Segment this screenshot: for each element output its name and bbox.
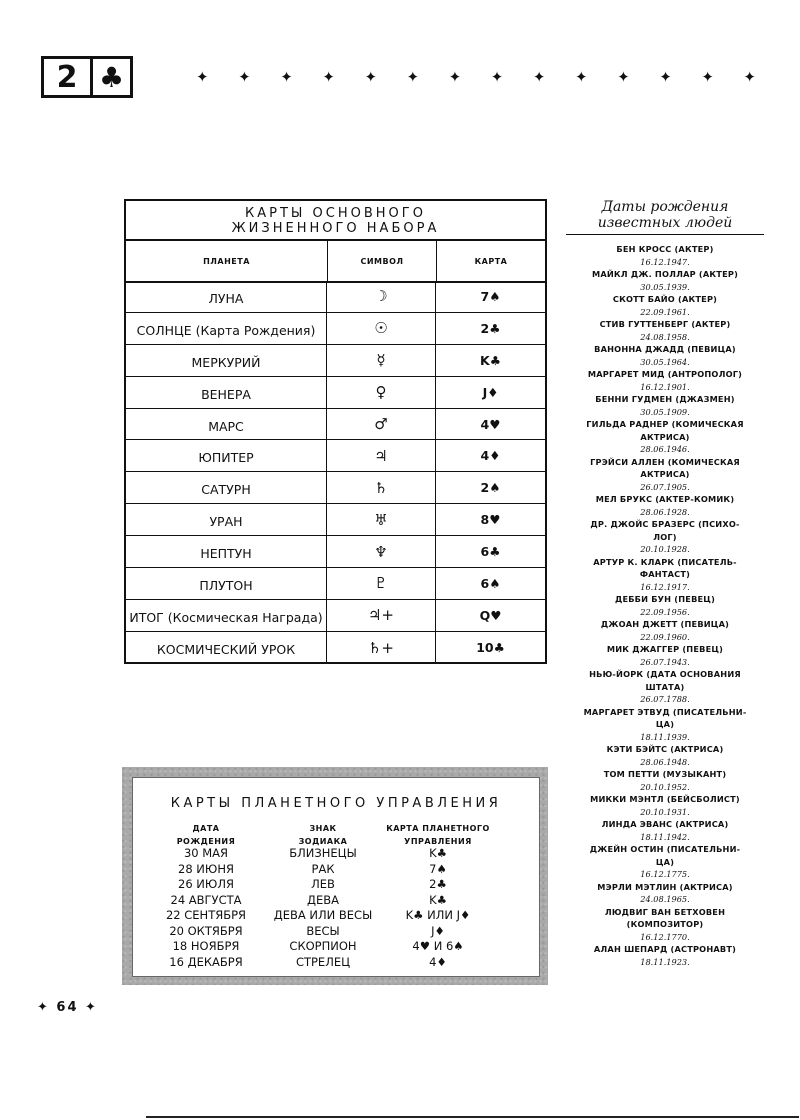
zodiac-sign-header xyxy=(268,822,378,848)
famous-birthdays-list xyxy=(562,243,768,968)
table-row xyxy=(133,862,539,878)
planet-name: КОСМИЧЕСКИЙ УРОК xyxy=(126,632,327,664)
person-name: КЭТИ БЭЙТС (АКТРИСА) xyxy=(606,744,724,754)
ruler-card: 2♣ xyxy=(429,877,447,891)
famous-birthdays-divider xyxy=(566,234,764,235)
planet-symbol-icon: ♄ xyxy=(327,472,436,503)
birth-date: 20.10.1931. xyxy=(640,806,690,817)
planet-name: САТУРН xyxy=(126,472,327,503)
birth-date: 20 ОКТЯБРЯ xyxy=(169,923,243,938)
ornament-row xyxy=(196,68,756,86)
planet-symbol-icon: ♃+ xyxy=(327,600,436,631)
table-row xyxy=(126,632,545,664)
planet-symbol-icon: ☿ xyxy=(327,345,436,376)
ruler-card: 4♥ И 6♠ xyxy=(412,939,464,953)
famous-birthdays-title xyxy=(567,199,763,231)
card-number: 2 xyxy=(44,59,93,95)
person-name: ЦА) xyxy=(655,719,675,729)
birth-date: 22.09.1961. xyxy=(640,306,690,317)
birth-date: 22 СЕНТЯБРЯ xyxy=(165,908,247,922)
birth-date: 18.11.1942. xyxy=(640,831,690,842)
birth-date: 28.06.1928. xyxy=(640,506,690,517)
card-value: 6♠ xyxy=(480,575,501,591)
birth-date: 26.07.1788. xyxy=(640,694,690,704)
person-name: ЛОГ) xyxy=(653,531,677,542)
person-name: ДЕББИ БУН (ПЕВЕЦ) xyxy=(614,594,716,604)
life-spread-table xyxy=(124,199,547,664)
birth-date: 30.05.1909. xyxy=(640,406,690,417)
planet-symbol-icon: ♆ xyxy=(327,536,436,567)
birth-date: 22.09.1956. xyxy=(640,606,690,617)
planet-name: НЕПТУН xyxy=(126,536,327,567)
table-row xyxy=(126,313,545,345)
planet-name: ИТОГ (Космическая Награда) xyxy=(126,600,327,631)
planet-name: ЛУНА xyxy=(126,281,327,312)
birth-date: 16.12.1901. xyxy=(640,381,690,392)
ruler-card-header-line2: УПРАВЛЕНИЯ xyxy=(404,837,472,846)
birth-date-header-line1: ДАТА xyxy=(192,824,220,833)
birth-date-header-line2: РОЖДЕНИЯ xyxy=(176,837,236,846)
person-name: ВАНОННА ДЖАДД (ПЕВИЦА) xyxy=(594,344,736,354)
table-row xyxy=(126,440,545,472)
symbol-column-header: СИМВОЛ xyxy=(328,241,437,281)
planet-symbol-icon: ♃ xyxy=(327,440,436,471)
planetary-ruler-title: КАРТЫ ПЛАНЕТНОГО УПРАВЛЕНИЯ xyxy=(170,796,502,811)
person-name: МЭРЛИ МЭТЛИН (АКТРИСА) xyxy=(597,881,733,892)
ornament-diamond-icon: ✦ xyxy=(532,68,546,86)
life-spread-title xyxy=(126,201,545,241)
ornament-diamond-icon: ✦ xyxy=(406,68,420,86)
planet-name: СОЛНЦЕ (Карта Рождения) xyxy=(126,313,327,344)
table-row xyxy=(133,893,539,909)
planet-name: ВЕНЕРА xyxy=(126,377,327,408)
zodiac-sign: ВЕСЫ xyxy=(306,923,340,938)
zodiac-sign: БЛИЗНЕЦЫ xyxy=(289,846,357,860)
person-name: БЕННИ ГУДМЕН (ДЖАЗМЕН) xyxy=(595,394,735,404)
planet-name: МЕРКУРИЙ xyxy=(126,345,327,376)
ornament-diamond-icon: ✦ xyxy=(490,68,504,86)
person-name: ДР. ДЖОЙС БРАЗЕРС (ПСИХО- xyxy=(590,519,740,529)
person-name: ДЖЕЙН ОСТИН (ПИСАТЕЛЬНИ- xyxy=(589,844,741,854)
table-row xyxy=(133,939,539,955)
life-spread-rows xyxy=(126,281,545,664)
ruler-card: 4♦ xyxy=(429,954,447,969)
birth-date: 16.12.1770. xyxy=(640,931,690,942)
planet-symbol-icon: ♅ xyxy=(327,504,436,535)
zodiac-sign: РАК xyxy=(311,861,335,876)
person-name: МАЙКЛ ДЖ. ПОЛЛАР (АКТЕР) xyxy=(591,269,739,279)
ruler-card: K♣ xyxy=(429,846,447,860)
birth-date: 16 ДЕКАБРЯ xyxy=(169,954,243,969)
card-value: 2♠ xyxy=(480,480,501,496)
birth-date: 18.11.1939. xyxy=(640,731,690,742)
person-name: СТИВ ГУТТЕНБЕРГ (АКТЕР) xyxy=(599,319,731,329)
person-name: МАРГАРЕТ МИД (АНТРОПОЛОГ) xyxy=(587,369,743,379)
birth-date: 30.05.1939. xyxy=(640,281,690,292)
zodiac-sign-header-line2: ЗОДИАКА xyxy=(298,837,348,846)
ornament-diamond-icon: ✦ xyxy=(322,68,335,86)
birth-date: 16.12.1917. xyxy=(640,581,690,592)
planet-symbol-icon: ☽ xyxy=(327,281,436,312)
birth-date: 24.08.1965. xyxy=(640,894,690,904)
table-row xyxy=(126,472,545,504)
zodiac-sign: ДЕВА ИЛИ ВЕСЫ xyxy=(273,908,373,922)
famous-birthdays-title-line1: Даты рождения xyxy=(601,199,729,215)
ornament-diamond-icon: ✦ xyxy=(743,68,756,86)
person-name: ЦА) xyxy=(655,856,675,867)
ornament-diamond-icon: ✦ xyxy=(701,68,714,86)
zodiac-sign: ЛЕВ xyxy=(311,877,335,891)
birth-date: 20.10.1952. xyxy=(640,781,690,792)
ornament-diamond-icon: ✦ xyxy=(574,68,588,86)
famous-birthdays-title-line2: известных людей xyxy=(597,215,733,231)
birth-date: 18 НОЯБРЯ xyxy=(172,939,240,953)
person-name: ТОМ ПЕТТИ (МУЗЫКАНТ) xyxy=(603,769,727,779)
birth-date-header xyxy=(161,822,251,848)
birth-date: 18.11.1923. xyxy=(640,956,690,967)
person-name: ШТАТА) xyxy=(645,681,685,692)
ornament-diamond-icon: ✦ xyxy=(196,68,209,86)
birth-date: 16.12.1775. xyxy=(640,869,690,879)
person-name: МИККИ МЭНТЛ (БЕЙСБОЛИСТ) xyxy=(590,794,740,804)
person-name: ФАНТАСТ) xyxy=(639,569,691,579)
ornament-diamond-icon: ✦ xyxy=(280,68,293,86)
card-value: 7♠ xyxy=(480,288,501,304)
person-name: АКТРИСА) xyxy=(640,469,690,479)
person-name: ГРЭЙСИ АЛЛЕН (КОМИЧЕСКАЯ xyxy=(590,456,740,467)
zodiac-sign: ДЕВА xyxy=(306,892,339,907)
birth-date: 30 МАЯ xyxy=(183,846,229,860)
table-row xyxy=(133,908,539,924)
ruler-card-header xyxy=(373,822,503,848)
person-name: СКОТТ БАЙО (АКТЕР) xyxy=(612,294,718,304)
planet-symbol-icon: ☉ xyxy=(327,313,436,344)
person-name: ЛИНДА ЭВАНС (АКТРИСА) xyxy=(601,819,729,829)
birth-date: 22.09.1960. xyxy=(640,631,690,642)
table-row xyxy=(126,600,545,632)
planet-symbol-icon: ♇ xyxy=(327,568,436,599)
planet-name: ЮПИТЕР xyxy=(126,440,327,471)
card-value: Q♥ xyxy=(479,607,502,623)
birth-date: 16.12.1947. xyxy=(640,256,690,267)
table-row xyxy=(126,409,545,441)
table-row xyxy=(126,504,545,536)
life-spread-title-line1: КАРТЫ ОСНОВНОГО xyxy=(245,206,426,221)
person-name: МИК ДЖАГГЕР (ПЕВЕЦ) xyxy=(606,644,724,654)
ornament-diamond-icon: ✦ xyxy=(617,68,630,86)
birth-date: 28.06.1948. xyxy=(640,756,690,767)
planetary-ruler-panel xyxy=(122,767,548,985)
ornament-diamond-icon: ✦ xyxy=(364,68,378,86)
card-value: 10♣ xyxy=(476,640,505,656)
person-name: БЕН КРОСС (АКТЕР) xyxy=(616,244,714,254)
birth-date: 24.08.1958. xyxy=(640,331,690,342)
ruler-card: 7♠ xyxy=(429,861,447,876)
planet-column-header: ПЛАНЕТА xyxy=(126,241,328,281)
birth-date: 28.06.1946. xyxy=(640,444,690,454)
planetary-ruler-table xyxy=(132,777,540,977)
ruler-card: K♣ ИЛИ J♦ xyxy=(405,908,471,922)
table-row xyxy=(126,568,545,600)
birth-date: 26.07.1943. xyxy=(640,656,690,667)
birth-date: 26.07.1905. xyxy=(640,481,690,492)
card-value: 2♣ xyxy=(480,320,501,336)
bottom-rule xyxy=(146,1116,799,1118)
card-value: K♣ xyxy=(480,352,501,368)
planet-name: МАРС xyxy=(126,409,327,440)
table-row xyxy=(126,377,545,409)
person-name: АРТУР К. КЛАРК (ПИСАТЕЛЬ- xyxy=(593,556,737,567)
planet-symbol-icon: ♀ xyxy=(327,377,436,408)
card-value: J♦ xyxy=(482,384,499,400)
zodiac-sign-header-line1: ЗНАК xyxy=(309,824,337,833)
ruler-card: K♣ xyxy=(429,892,447,907)
ruler-card: J♦ xyxy=(431,923,445,938)
table-row xyxy=(133,877,539,893)
ruler-card-header-line1: КАРТА ПЛАНЕТНОГО xyxy=(386,824,490,833)
zodiac-sign: СТРЕЛЕЦ xyxy=(295,954,351,969)
person-name: АКТРИСА) xyxy=(640,431,690,442)
person-name: ЛЮДВИГ ВАН БЕТХОВЕН xyxy=(604,906,726,917)
birth-date: 26 ИЮЛЯ xyxy=(178,877,234,891)
life-spread-title-line2: ЖИЗНЕННОГО НАБОРА xyxy=(231,221,440,236)
birth-date: 30.05.1964. xyxy=(640,356,690,367)
zodiac-sign: СКОРПИОН xyxy=(289,939,357,953)
person-name: МАРГАРЕТ ЭТВУД (ПИСАТЕЛЬНИ- xyxy=(583,706,747,717)
card-value: 4♦ xyxy=(480,448,501,464)
table-row xyxy=(133,924,539,940)
person-name: ГИЛЬДА РАДНЕР (КОМИЧЕСКАЯ xyxy=(586,419,744,429)
table-row xyxy=(133,955,539,971)
planet-name: УРАН xyxy=(126,504,327,535)
table-row xyxy=(126,345,545,377)
table-row xyxy=(133,846,539,862)
card-header-box xyxy=(41,56,133,98)
planet-symbol-icon: ♄+ xyxy=(327,632,436,664)
birth-date: 28 ИЮНЯ xyxy=(178,861,234,876)
person-name: ДЖОАН ДЖЕТТ (ПЕВИЦА) xyxy=(600,619,730,629)
planet-symbol-icon: ♂ xyxy=(327,409,436,440)
ornament-diamond-icon: ✦ xyxy=(448,68,462,86)
card-column-header: КАРТА xyxy=(474,256,508,266)
birth-date: 20.10.1928. xyxy=(640,544,690,554)
table-row xyxy=(126,281,545,313)
person-name: (КОМПОЗИТОР) xyxy=(626,919,704,929)
card-value: 4♥ xyxy=(480,416,501,432)
club-suit-icon: ♣ xyxy=(98,60,125,94)
ornament-diamond-icon: ✦ xyxy=(238,68,251,86)
card-value: 8♥ xyxy=(480,512,501,528)
planet-name: ПЛУТОН xyxy=(126,568,327,599)
birth-date: 24 АВГУСТА xyxy=(170,892,242,907)
life-spread-header-row xyxy=(126,241,545,283)
table-row xyxy=(126,536,545,568)
person-name: АЛАН ШЕПАРД (АСТРОНАВТ) xyxy=(593,944,737,954)
page-number: ✦ 64 ✦ xyxy=(37,1000,98,1015)
person-name: НЬЮ-ЙОРК (ДАТА ОСНОВАНИЯ xyxy=(589,669,741,679)
person-name: МЕЛ БРУКС (АКТЕР-КОМИК) xyxy=(595,494,735,504)
ornament-diamond-icon: ✦ xyxy=(659,68,672,86)
card-value: 6♣ xyxy=(480,544,501,560)
